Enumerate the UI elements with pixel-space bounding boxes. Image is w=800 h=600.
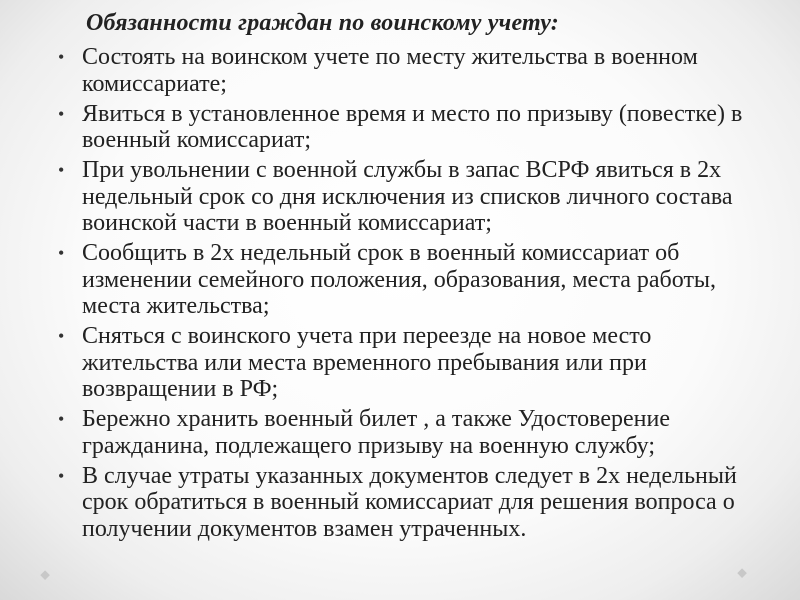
list-item	[52, 463, 752, 543]
list-item-text: Бережно хранить военный билет , а также Удостоверение гражданина, подлежащего призыву на военную службу;	[82, 406, 670, 459]
list-item-text: При увольнении с военной службы в запас ВСРФ явиться в 2х недельный срок со дня исключения из списков личного состава воинской части в военный комиссариат;	[82, 157, 733, 236]
corner-ornament-icon: ■	[36, 567, 53, 584]
list-item-text: Сняться с воинского учета при переезде на новое место жительства или места временного пребывания или при возвращении в РФ;	[82, 323, 652, 402]
bullet-icon: •	[58, 47, 65, 67]
bullet-icon: •	[58, 103, 65, 124]
bullet-icon: •	[58, 465, 65, 486]
slide-title: Обязанности граждан по воинскому учету:	[86, 10, 559, 36]
list-item	[52, 406, 752, 459]
bullet-icon: •	[58, 326, 65, 346]
list-item-text: Сообщить в 2х недельный срок в военный комиссариат об изменении семейного положения, образования, места работы, места жительства;	[82, 240, 717, 319]
bullet-icon: •	[58, 243, 65, 263]
bullet-icon: •	[58, 409, 65, 429]
list-item	[52, 44, 752, 97]
list-item-text: Состоять на воинском учете по месту жительства в военном комиссариате;	[82, 44, 698, 97]
corner-ornament-icon: ■	[733, 565, 750, 582]
bullet-list	[52, 44, 752, 546]
list-item	[52, 323, 752, 403]
list-item-text: В случае утраты указанных документов следует в 2х недельный срок обратиться в военный комиссариат для решения вопроса о получении документов взамен утраченных.	[82, 462, 737, 542]
list-item	[52, 240, 752, 320]
list-item	[52, 157, 752, 237]
list-item	[52, 101, 752, 154]
bullet-icon: •	[58, 160, 65, 180]
list-item-text: Явиться в установленное время и место по призыву (повестке) в военный комиссариат;	[82, 100, 743, 153]
